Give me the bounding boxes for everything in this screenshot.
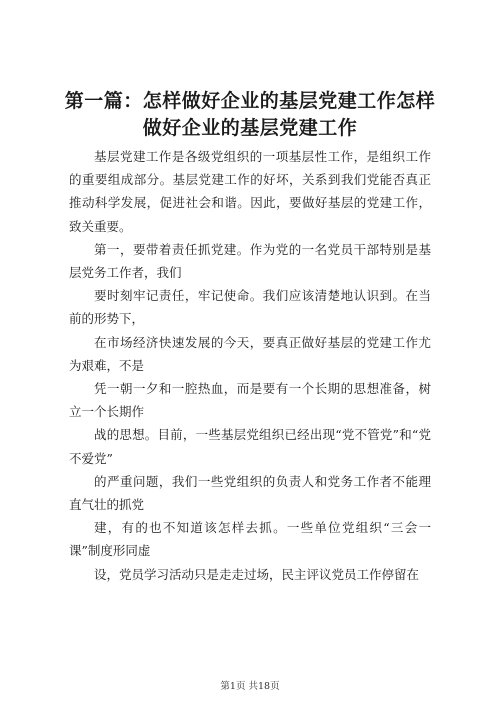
paragraph: 第一，要带着责任抓党建。作为党的一名党员干部特别是基层党务工作者，我们 [69, 241, 431, 281]
document-title: 第一篇：怎样做好企业的基层党建工作怎样做好企业的基层党建工作 [64, 90, 436, 139]
paragraph: 要时刻牢记责任，牢记使命。我们应该清楚地认识到。在当前的形势下， [69, 288, 431, 327]
paragraph: 凭一朝一夕和一腔热血，而是要有一个长期的思想准备，树立一个长期作 [69, 381, 431, 420]
document-body [69, 145, 431, 586]
paragraph: 基层党建工作是各级党组织的一项基层性工作，是组织工作的重要组成部分。基层党建工作的好坏，关系到我们党能否真正推动科学发展，促进社会和谐。因此，要做好基层的党建工作，致关重要。 [69, 149, 431, 234]
paragraph: 战的思想。目前，一些基层党组织已经出现“党不管党”和“党不爱党” [69, 427, 431, 466]
paragraph: 在市场经济快速发展的今天，要真正做好基层的党建工作尤为艰难，不是 [69, 334, 431, 373]
page-footer: 第1页 共18页 [220, 681, 280, 692]
paragraph: 建，有的也不知道该怎样去抓。一些单位党组织“三会一课”制度形同虚 [69, 520, 431, 559]
paragraph: 设，党员学习活动只是走走过场，民主评议党员工作停留在 [94, 566, 420, 582]
paragraph: 的严重问题，我们一些党组织的负责人和党务工作者不能理直气壮的抓党 [69, 473, 431, 513]
